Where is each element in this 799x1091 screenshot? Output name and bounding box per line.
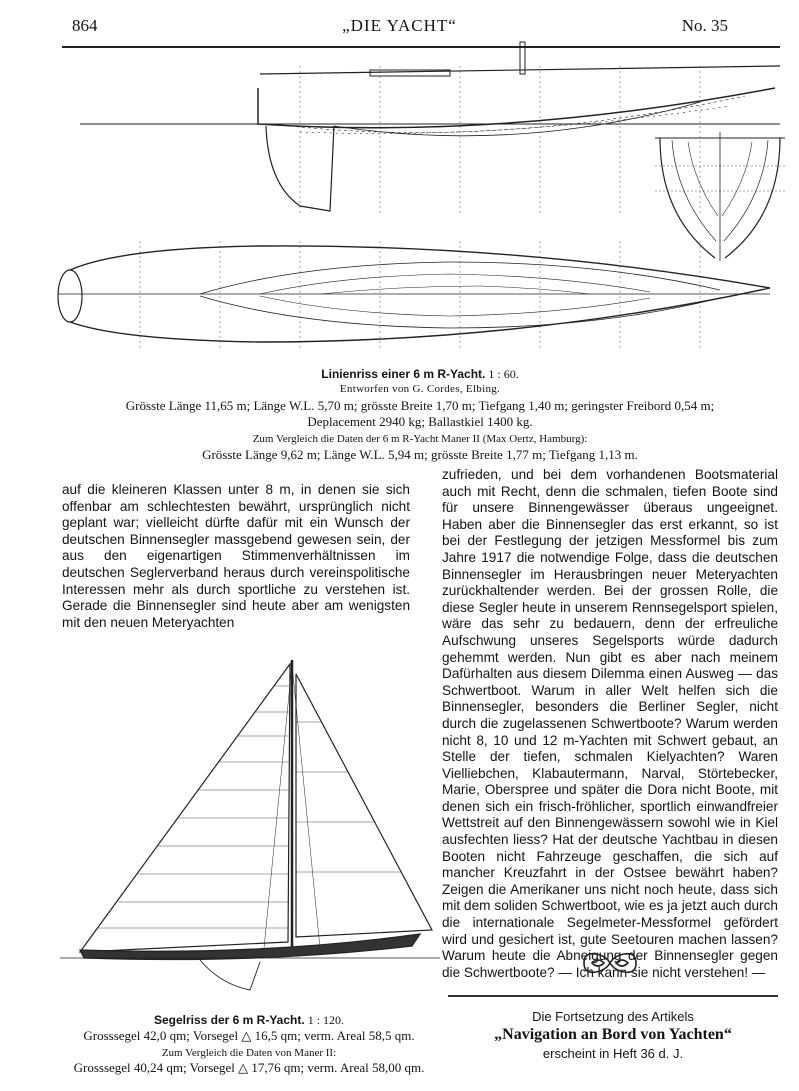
sail-hull bbox=[80, 934, 420, 960]
column-left-text: auf die kleineren Klassen unter 8 m, in denen sie sich offenbar am schlechtesten bewährt, ursprünglich nicht geplant war; vielleicht dürfte dafür mit ein Wunsch der deutschen Binnensegler massgebend gewesen sein, der aus den eigenartigen Stimmenverhältnissen im deutschen Seglerverband heraus durch vereinspolitische Interessen mehr als durch sportliche zu verstehen ist. Gerade die Binnensegler sind heute aber am wenigsten mit den neuen Meteryachten bbox=[62, 482, 410, 630]
compare-title: Zum Vergleich die Daten der 6 m R-Yacht Maner II (Max Oertz, Hamburg): bbox=[252, 433, 588, 445]
designer-credit: Entworfen von G. Cordes, Elbing. bbox=[339, 383, 501, 395]
specs-line-1: Grösste Länge 11,65 m; Länge W.L. 5,70 m; grösste Breite 1,70 m; Tiefgang 1,40 m; geringster Freibord 0,54 m; bbox=[125, 398, 715, 413]
notice-line-1: Die Fortsetzung des Artikels bbox=[532, 1009, 694, 1024]
foresail bbox=[296, 674, 432, 937]
lines-plan-drawing bbox=[0, 36, 799, 362]
column-right bbox=[442, 467, 778, 981]
issue-number: No. 35 bbox=[681, 16, 728, 35]
column-right-text: zufrieden, und bei dem vorhandenen Bootsmaterial auch mit Recht, denn die schmalen, tiefen Boote sind für unsere Binnengewässer überaus ungeeignet. Haben aber die Binnensegler das erst erkannt, so ist bei der Festlegung der jetzigen Messformel bis zum Jahre 1917 die notwendige Folge, dass die deutschen Binnensegler im Herausbringen neuer Meteryachten zurückhaltender werden. Bei der grossen Rolle, die diese Segler heute in unserem Rennsegelsport spielen, wäre das sehr zu bedauern, denn der erfreuliche Aufschwung unseres Segelsports würde dadurch gehemmt werden. Nun gibt es aber nach meinem Dafürhalten aus diesem Dilemma einen Ausweg — das Schwertboot. Warum in aller Welt helfen sich die Binnensegler, besonders die Berliner Segler, nicht durch die zugelassenen Schwertboote? Warum werden nicht 8, 10 und 12 m-Yachten mit Schwert gebaut, an Stelle der tiefen, schmalen Kielyachten? Waren Vielliebchen, Klabautermann, Narval, Störtebecker, Marie, Oberspree und später die Dora nicht Boote, mit denen sich ein frisch-fröhlicher, sportlich einwandfreier Wettstreit auf den Binnengewässern sowohl wie in Kiel ausfechten liess? Hat der deutsche Yachtbau in diesen Booten nicht Fahrzeuge geschaffen, die sich auf mancher Kreuzfahrt in der Ostsee bewährt haben? Zeigen die Amerikaner uns nicht noch heute, dass sich mit dem soliden Schwertboot, wie es ja jetzt auch durch die internationale Segelmeter-Messformel gefördert wird und gesichert ist, gute Seetouren machen lassen? Warum heute die Abneigung der Binnensegler gegen die Schwertboote? — Ich kann sie nicht verstehen! — bbox=[442, 467, 778, 980]
sail-plan-caption bbox=[62, 1012, 436, 1028]
compare-specs: Grösste Länge 9,62 m; Länge W.L. 5,94 m; grösste Breite 1,77 m; Tiefgang 1,13 m. bbox=[202, 447, 638, 462]
notice-line-3: erscheint in Heft 36 d. J. bbox=[542, 1046, 684, 1061]
sail-compare-title: Zum Vergleich die Daten von Maner II: bbox=[161, 1047, 337, 1059]
column-left bbox=[62, 482, 410, 631]
hull-profile bbox=[258, 88, 775, 128]
sail-plan-scale: 1 : 120. bbox=[307, 1013, 345, 1027]
page-number: 864 bbox=[72, 16, 98, 35]
notice-rule bbox=[448, 995, 778, 997]
mainsail bbox=[80, 664, 290, 952]
sail-plan-caption-title: Segelriss der 6 m R-Yacht. bbox=[153, 1013, 305, 1027]
specs-line-2: Deplacement 2940 kg; Ballastkiel 1400 kg. bbox=[307, 414, 533, 429]
notice-title: „Navigation an Bord von Yachten“ bbox=[494, 1026, 732, 1043]
lines-plan-scale: 1 : 60. bbox=[488, 367, 519, 381]
keel-profile bbox=[266, 126, 334, 211]
lines-plan-caption-title: Linienriss einer 6 m R-Yacht. bbox=[321, 367, 486, 381]
journal-title: „DIE YACHT“ bbox=[342, 16, 457, 35]
sail-plan-drawing bbox=[60, 612, 440, 1012]
ornament-icon bbox=[578, 948, 642, 978]
sail-specs: Grosssegel 42,0 qm; Vorsegel △ 16,5 qm; verm. Areal 58,5 qm. bbox=[83, 1028, 415, 1043]
half-breadth-plan bbox=[58, 241, 770, 351]
sail-compare-specs: Grosssegel 40,24 qm; Vorsegel △ 17,76 qm; verm. Areal 58,00 qm. bbox=[73, 1060, 425, 1075]
body-plan bbox=[655, 132, 785, 261]
